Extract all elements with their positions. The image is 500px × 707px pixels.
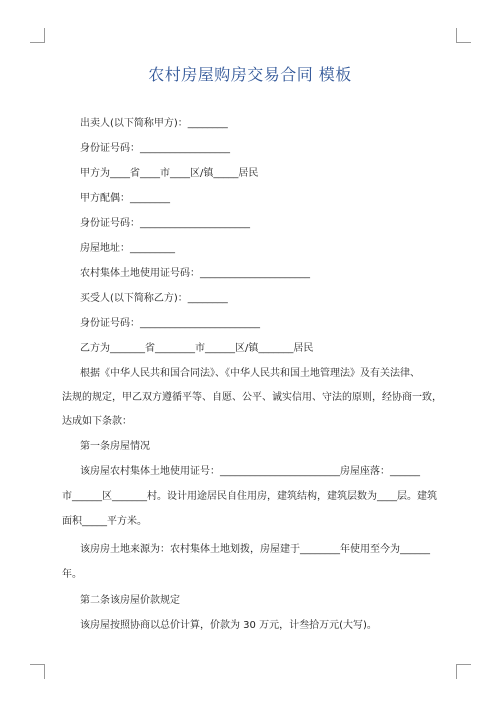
article-1-line-4: 该房房土地来源为：农村集体土地划拨，房屋建于________年使用至今为______ bbox=[80, 544, 430, 555]
crop-mark-top-right bbox=[456, 28, 471, 43]
article-1-line-3: 面积_____平方米。 bbox=[62, 516, 147, 527]
buyer-residence-line: 乙方为_______省________市______区/镇_______居民 bbox=[80, 343, 314, 354]
article-1-heading: 第一条房屋情况 bbox=[80, 441, 150, 452]
preamble-line-1: 根据《中华人民共和国合同法》、《中华人民共和国土地管理法》及有关法律、 bbox=[80, 368, 420, 379]
seller-id-line: 身份证号码：__________________ bbox=[80, 143, 230, 154]
house-address-line: 房屋地址：_________ bbox=[80, 243, 175, 254]
buyer-line: 买受人(以下简称乙方)：________ bbox=[80, 293, 228, 304]
preamble-line-2: 法规的规定，甲乙双方遵循平等、自愿、公平、诚实信用、守法的原则，经协商一致， bbox=[62, 392, 442, 403]
crop-mark-bottom-right bbox=[456, 664, 471, 679]
article-2-line-1: 该房屋按照协商以总价计算，价款为 30 万元，计叁拾万元(大写)。 bbox=[80, 620, 377, 631]
preamble-line-3: 达成如下条款： bbox=[62, 416, 132, 427]
crop-mark-bottom-left bbox=[30, 664, 45, 679]
article-2-heading: 第二条该房屋价款规定 bbox=[80, 595, 180, 606]
article-1-line-5: 年。 bbox=[62, 569, 82, 580]
buyer-id-line: 身份证号码：________________________ bbox=[80, 318, 260, 329]
land-cert-line: 农村集体土地使用证号码：______________________ bbox=[80, 268, 310, 279]
document-title: 农村房屋购房交易合同 模板 bbox=[148, 65, 352, 84]
crop-mark-top-left bbox=[30, 28, 45, 43]
seller-line: 出卖人(以下简称甲方)：________ bbox=[80, 118, 228, 129]
spouse-id-line: 身份证号码：______________________ bbox=[80, 218, 250, 229]
seller-spouse-line: 甲方配偶：________ bbox=[80, 193, 170, 204]
article-1-line-1: 该房屋农村集体土地使用证号：________________________房屋座落：______ bbox=[80, 466, 420, 477]
article-1-line-2: 市______区_______村。设计用途居民自住用房，建筑结构，建筑层数为____层。建筑 bbox=[62, 491, 437, 502]
seller-residence-line: 甲方为____省____市____区/镇_____居民 bbox=[80, 168, 259, 179]
